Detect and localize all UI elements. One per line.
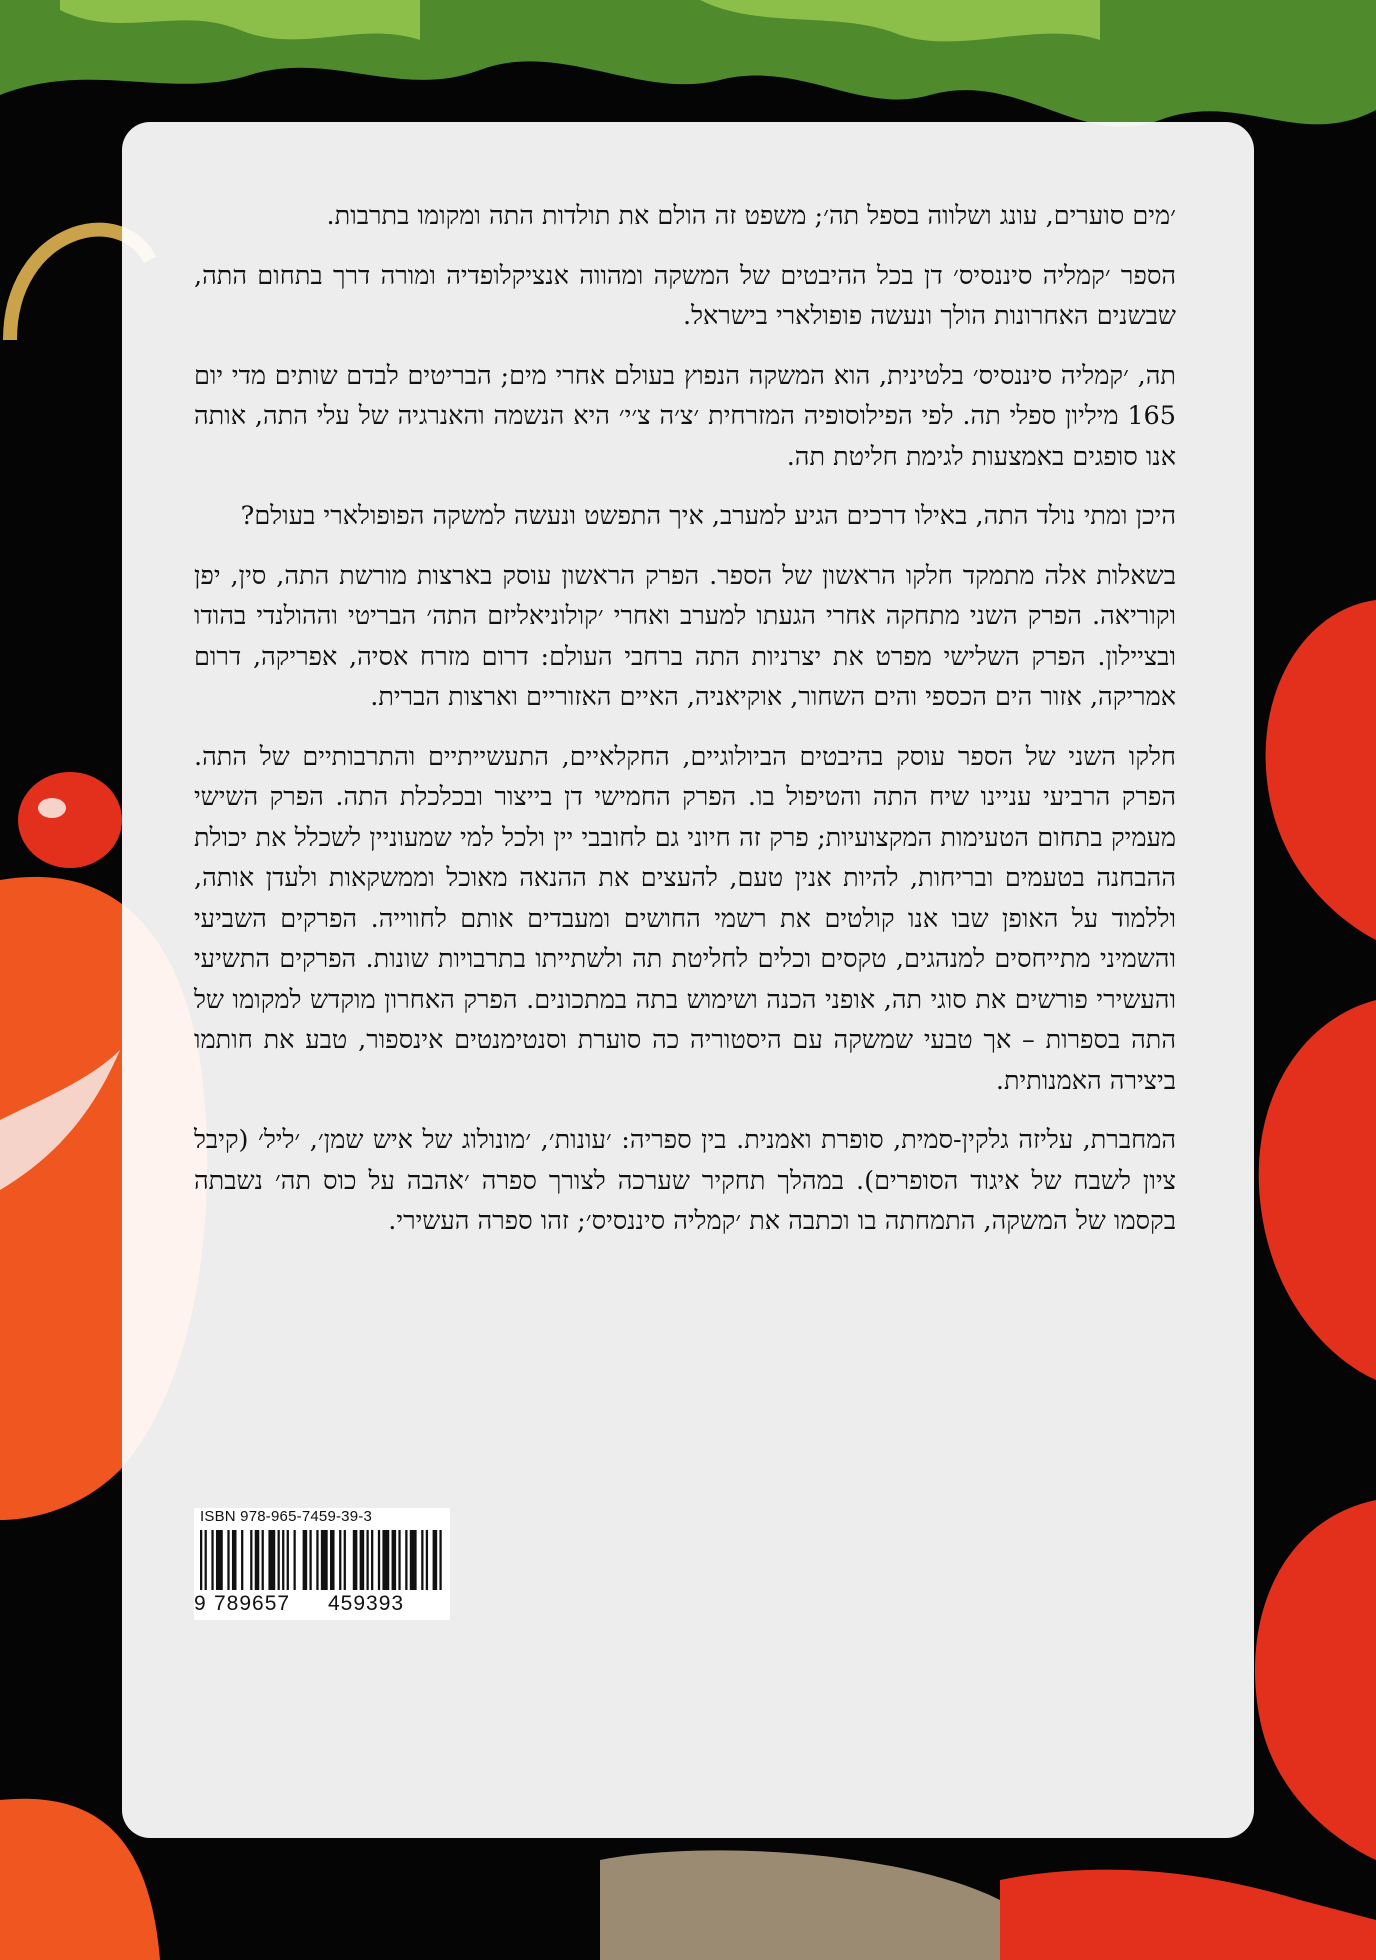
barcode-bar [392,1530,397,1590]
barcode-bar [316,1530,318,1590]
barcode-bar [227,1530,229,1590]
barcode-digits-left: 789657 [214,1592,291,1615]
barcode-bar [410,1530,417,1590]
author-bio-paragraph: המחברת, עליזה גלקין-סמית, סופרת ואמנית. בין ספריה: ׳עונות׳, ׳מונולוג של איש שמן׳, ׳ליל׳ (קיבל ציון לשבח של איגוד הסופרים). במהלך תחקיר שערכה לצורך ספרה ׳אהבה על כוס תה׳ נשבתה בקסמו של המשקה, התמחתה בו וכתבה את ׳קמליה סיננסיס׳; זהו ספרה העשירי. [194,1125,1176,1236]
barcode-bar [211,1530,213,1590]
barcode-bar [378,1530,380,1590]
blurb-paragraph-6: חלקו השני של הספר עוסק בהיבטים הביולוגיים, החקלאיים, התעשייתיים והתרבותיים של התה. הפרק הרביעי עניינו שיח התה והטיפול בו. הפרק החמישי דן בייצור ובכלכלת התה. הפרק השישי מעמיק בתחום הטעימות המקצועיות; פרק זה חיוני גם לחובבי יין ולכל למי שמעוניין לשכלל את יכולת ההבחנה בטעמים ובריחות, להיות אנין טעם, להעצים את ההנאה מאוכל וממשקאות ולעדן אותה, וללמוד על האופן שבו אנו קולטים את רשמי החושים ומעבדים אותם לחווייה. הפרקים השביעי והשמיני מתייחסים למנהגים, טקסים וכלים לחליטת תה ולשתייתו בתרבויות שונות. הפרקים התשיעי והעשירי פורשים את סוגי תה, אופני הכנה ושימוש בתה במתכונים. הפרק האחרון מוקדש למקומו של התה בספרות – אך טבעי שמשקה עם היסטוריה כה סוערת וסנטימנטים אינספור, טבע את חותמו ביצירה האמנותית. [194,741,1176,1096]
barcode-bar [278,1530,280,1590]
barcode-bar [200,1530,202,1590]
barcode-bar [282,1530,284,1590]
barcode-digit-prefix: 9 [194,1592,207,1615]
blurb-paragraph-3: תה, ׳קמליה סיננסיס׳ בלטינית, הוא המשקה הנפוץ בעולם אחרי מים; הבריטים לבדם שותים מדי יום 165 מיליון ספלי תה. לפי הפילוסופיה המזרחית ׳צ׳ה צ׳י׳ היא הנשמה והאנרגיה של עלי התה, אותה אנו סופגים באמצעות לגימת חליטת תה. [194,360,1176,472]
barcode-bar [205,1530,207,1590]
barcode-bar [216,1530,223,1590]
barcode-bar [439,1530,441,1590]
back-cover-text-panel [122,122,1254,1838]
barcode-bar [262,1530,264,1590]
barcode-bar [321,1530,328,1590]
blurb-paragraph-2: הספר ׳קמליה סיננסיס׳ דן בכל ההיבטים של המשקה ומהווה אנציקלופדיה ומורה דרך בתחום התה, שבשנים האחרונות הולך ונעשה פופולארי בישראל. [194,260,1176,331]
blurb-paragraph-1: ׳מים סוערים, עונג ושלווה בספל תה׳; משפט זה הולם את תולדות התה ומקומו בתרבות. [326,201,1176,231]
isbn-barcode [194,1508,450,1620]
barcode-bar [303,1530,308,1590]
blurb-paragraph-4: היכן ומתי נולד התה, באילו דרכים הגיע למערב, איך התפשט ונעשה למשקה הפופולארי בעולם? [240,501,1176,531]
barcode-bar [268,1530,275,1590]
barcode-bar [398,1530,400,1590]
blurb-text [194,196,1176,1261]
barcode-bar [241,1530,243,1590]
barcode-bar [330,1530,335,1590]
barcode-bar [232,1530,237,1590]
barcode-bar [250,1530,252,1590]
barcode-bar [353,1530,358,1590]
barcode-bar [287,1530,289,1590]
blurb-paragraph-5: בשאלות אלה מתמקד חלקו הראשון של הספר. הפרק הראשון עוסק בארצות מורשת התה, סין, יפן וקוריאה. הפרק השני מתחקה אחרי הגעתו למערב ואחרי ׳קולוניאליזם התה׳ הבריטי וההולנדי בהודו ובציילון. הפרק השלישי מפרט את יצרניות התה ברחבי העולם: דרום מזרח אסיה, אפריקה, דרום אמריקה, אזור הים הכספי והים השחור, אוקיאניה, האיים האזוריים וארצות הברית. [194,560,1176,712]
barcode-bar [360,1530,365,1590]
barcode-bar [382,1530,389,1590]
barcode-bar [426,1530,428,1590]
barcode-bar [339,1530,341,1590]
barcode-bar [294,1530,296,1590]
barcode-bar [371,1530,373,1590]
barcode-bar [255,1530,260,1590]
barcode-bar [344,1530,346,1590]
barcode-bar [433,1530,438,1590]
isbn-label: ISBN 978-965-7459-39-3 [200,1508,373,1525]
barcode-digits-right: 459393 [328,1592,405,1615]
barcode-bar [421,1530,423,1590]
barcode-bar [366,1530,368,1590]
barcode-bars-graphic [200,1530,444,1590]
barcode-bar [405,1530,407,1590]
barcode-bar [309,1530,311,1590]
